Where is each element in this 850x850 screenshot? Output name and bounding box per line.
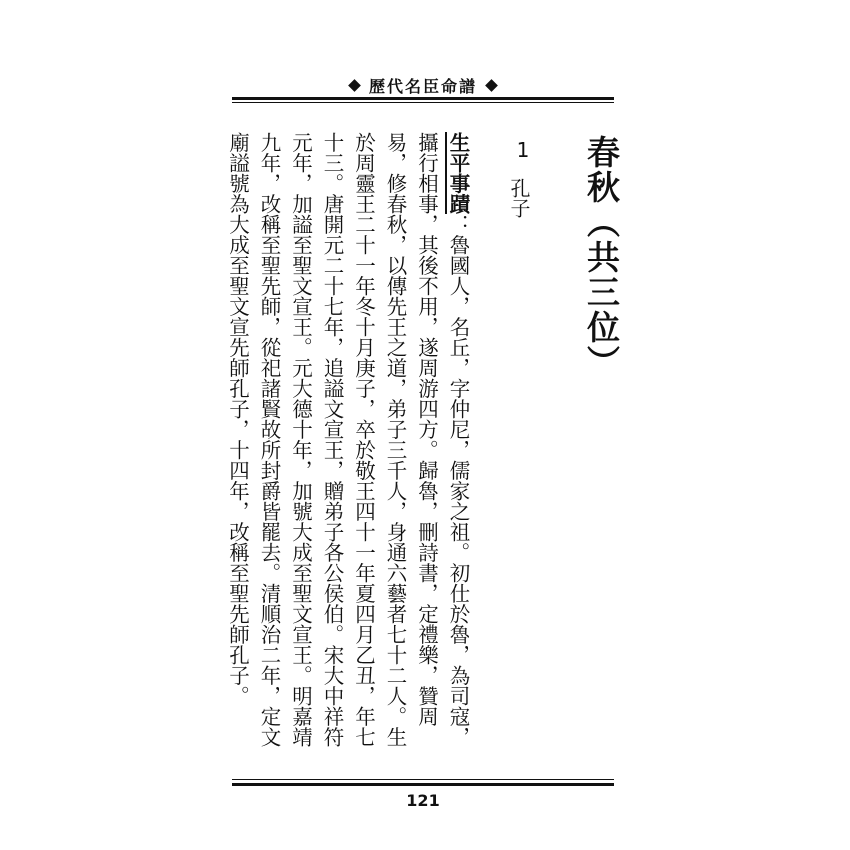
biography-body: 魯國人，名丘，字仲尼，儒家之祖。初仕於魯，為司寇，攝行相事，其後不用，遂周游四方。歸魯，刪詩書，定禮樂，贊周易，修春秋，以傳先王之道，弟子三千人，身通六藝者七十二人。生於周靈王二十一年冬十月庚子，卒於敬王四十一年夏四月乙丑，年七十三。唐開元二十七年，追謚文宣王，贈弟子各公侯伯。宋大中祥符元年，加謚至聖文宣王。元大德十年，加號大成至聖文宣王。明嘉靖九年，改稱至聖先師，從祀諸賢故所封爵皆罷去。清順治二年，定文廟謚號為大成至聖文宣先師孔子，十四年，改稱至聖先師孔子。 [225, 132, 470, 747]
book-title: 歷代名臣命譜 [368, 77, 477, 96]
entry-number: 1 [516, 138, 530, 162]
diamond-ornament-icon [485, 79, 498, 92]
header-rule-thin [232, 102, 614, 103]
running-header-title [232, 74, 614, 97]
chapter-title: 春秋（共三位） [582, 135, 621, 380]
header-rule-thick [232, 97, 614, 100]
diamond-ornament-icon [348, 79, 361, 92]
footer-rule-thick [232, 783, 614, 786]
running-header [232, 72, 614, 96]
biography-text [225, 132, 473, 767]
biography-label: 生平事蹟 [446, 132, 470, 214]
biography-label-colon: ： [446, 214, 470, 235]
footer-rule-thin [232, 779, 614, 780]
entry-name: 孔子 [507, 178, 531, 218]
page-number: 121 [406, 791, 440, 810]
